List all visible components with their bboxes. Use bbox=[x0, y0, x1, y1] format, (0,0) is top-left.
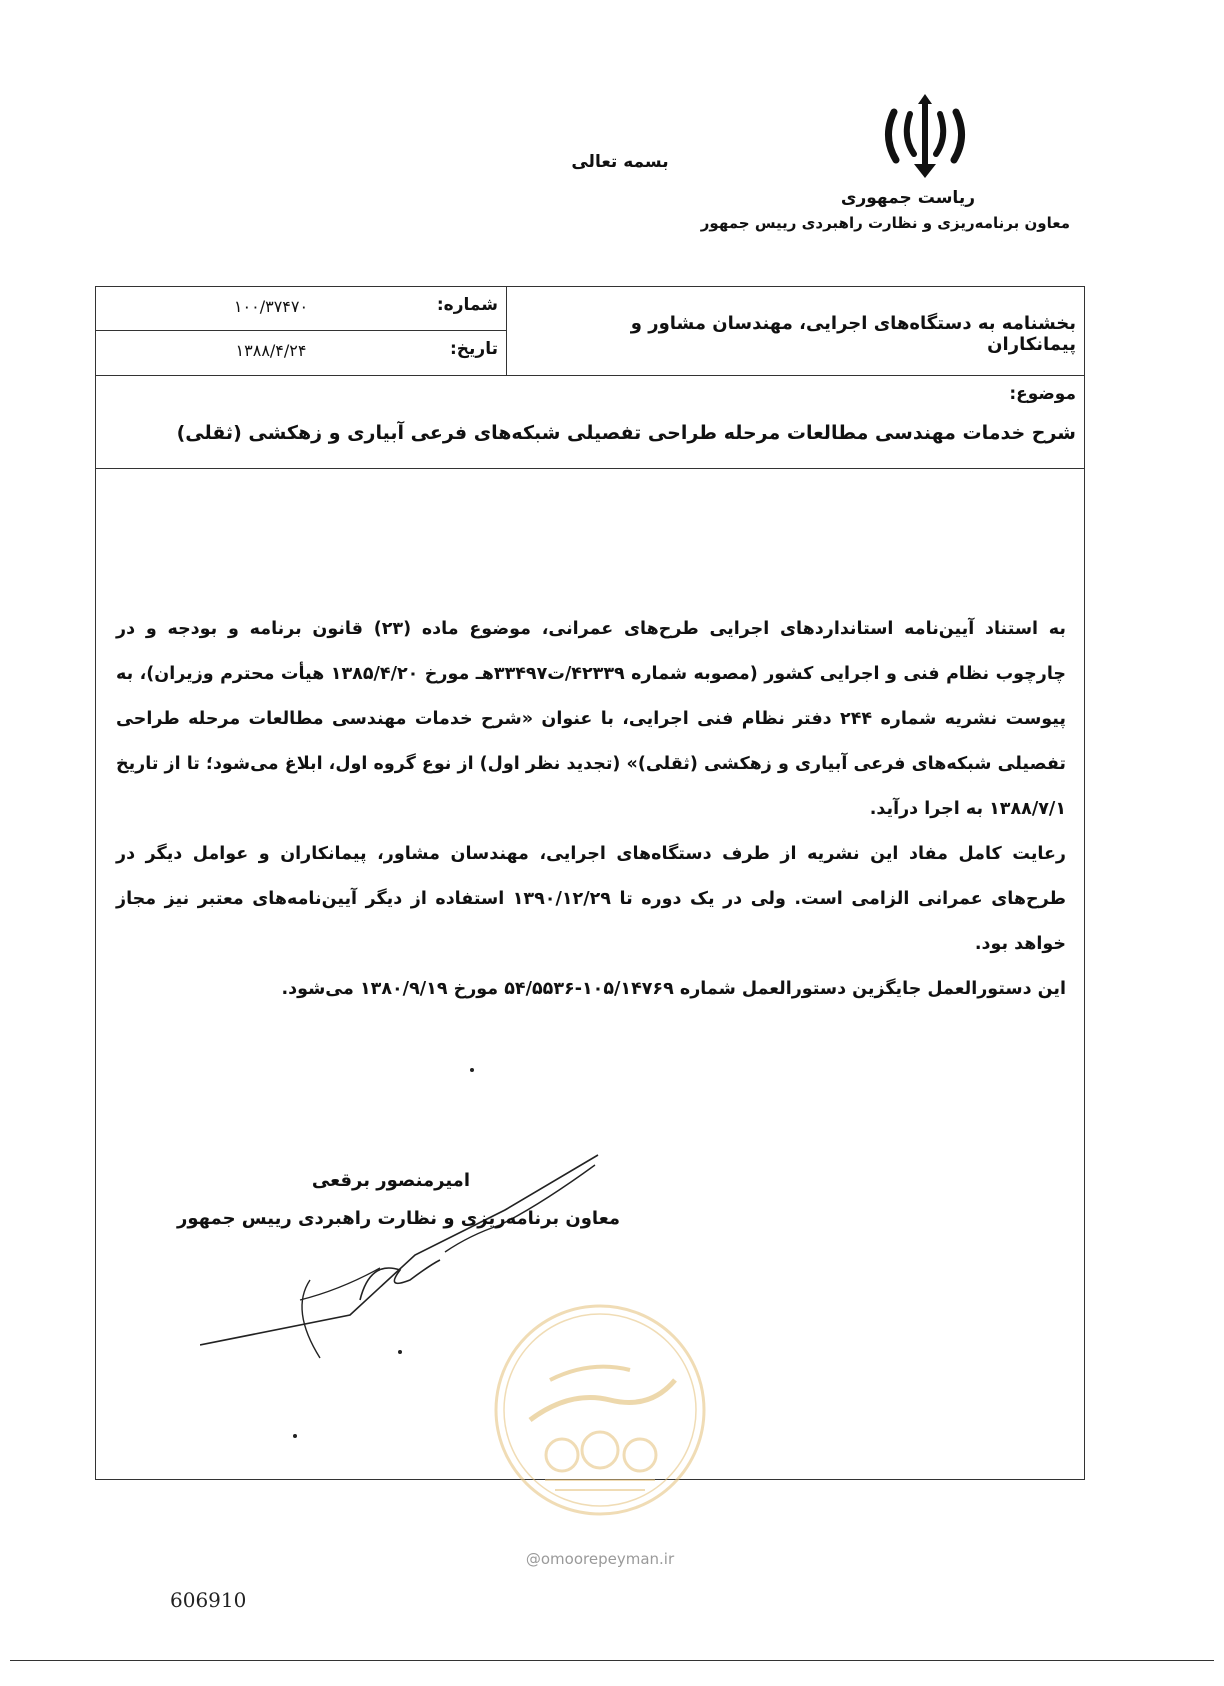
document-number: 606910 bbox=[170, 1588, 247, 1612]
signatory-name: امیرمنصور برقعی bbox=[311, 1170, 470, 1191]
subject-label: موضوع: bbox=[1009, 384, 1076, 404]
number-label: شماره: bbox=[436, 295, 498, 315]
letter-body bbox=[116, 607, 1066, 1012]
bottom-rule bbox=[10, 1660, 1214, 1661]
ink-dot bbox=[398, 1350, 402, 1354]
org-line-presidency: ریاست جمهوری bbox=[840, 188, 975, 208]
body-p1-text-a: به استناد آیین‌نامه استانداردهای اجرایی طرح‌های عمرانی، موضوع ماده (۲۳) قانون برنامه و بودجه و در چارچوب نظام فنی و اجرایی کشور (مصوبه شماره ۴۲۳۳۹/ت۳۳۴۹۷هـ مورخ ۱۳۸۵/۴/۲۰ هیأت محترم وزیران)، به پیوست نشریه شماره ۲۴۴ دفتر نظام فنی اجرایی، با عنوان « bbox=[116, 619, 1066, 729]
subject-text: شرح خدمات مهندسی مطالعات مرحله طراحی تفصیلی شبکه‌های فرعی آبیاری و زهکشی (ثقلی) bbox=[176, 422, 1076, 444]
organization-header bbox=[640, 188, 1070, 232]
date-label: تاریخ: bbox=[450, 339, 498, 359]
date-value: ۱۳۸۸/۴/۲۴ bbox=[235, 341, 307, 360]
letter-header-row bbox=[96, 287, 1084, 376]
org-line-deputy: معاون برنامه‌ریزی و نظارت راهبردی رییس جمهور bbox=[700, 214, 1070, 232]
body-paragraph-1 bbox=[116, 607, 1066, 832]
faded-seal-stamp bbox=[490, 1300, 710, 1520]
number-row bbox=[96, 287, 506, 331]
ink-dot bbox=[293, 1434, 297, 1438]
letter-meta-box bbox=[96, 287, 507, 375]
number-value: ۱۰۰/۳۷۴۷۰ bbox=[233, 297, 309, 316]
recipient: بخشنامه به دستگاه‌های اجرایی، مهندسان مشاور و پیمانکاران bbox=[630, 313, 1076, 355]
basmala: بسمه تعالی bbox=[571, 152, 669, 172]
ink-dot bbox=[470, 1068, 474, 1072]
date-row bbox=[96, 331, 506, 374]
iran-emblem-logo bbox=[880, 92, 970, 182]
body-paragraph-3: این دستورالعمل جایگزین دستورالعمل شماره ۱۰۵/۱۴۷۶۹-۵۴/۵۵۳۶ مورخ ۱۳۸۰/۹/۱۹ می‌شود. bbox=[281, 979, 1066, 999]
body-p1-emphasis: شرح خدمات مهندسی مطالعات مرحله طراحی تفصیلی شبکه‌های فرعی آبیاری و زهکشی (ثقلی) bbox=[116, 709, 1066, 774]
body-p1-text-b: » (تجدید نظر اول) از نوع گروه اول، ابلاغ می‌شود؛ تا از تاریخ ۱۳۸۸/۷/۱ به اجرا درآید. bbox=[116, 754, 1066, 819]
signatory-title: معاون برنامه‌ریزی و نظارت راهبردی رییس جمهور bbox=[176, 1208, 620, 1229]
body-paragraph-2: رعایت کامل مفاد این نشریه از طرف دستگاه‌های اجرایی، مهندسان مشاور، پیمانکاران و عوامل دیگر در طرح‌های عمرانی الزامی است. ولی در یک دوره تا ۱۳۹۰/۱۲/۲۹ استفاده از دیگر آیین‌نامه‌های معتبر نیز مجاز خواهد بود. bbox=[116, 844, 1066, 954]
watermark-url: @omoorepeyman.ir bbox=[525, 1550, 675, 1568]
subject-row bbox=[96, 376, 1084, 469]
